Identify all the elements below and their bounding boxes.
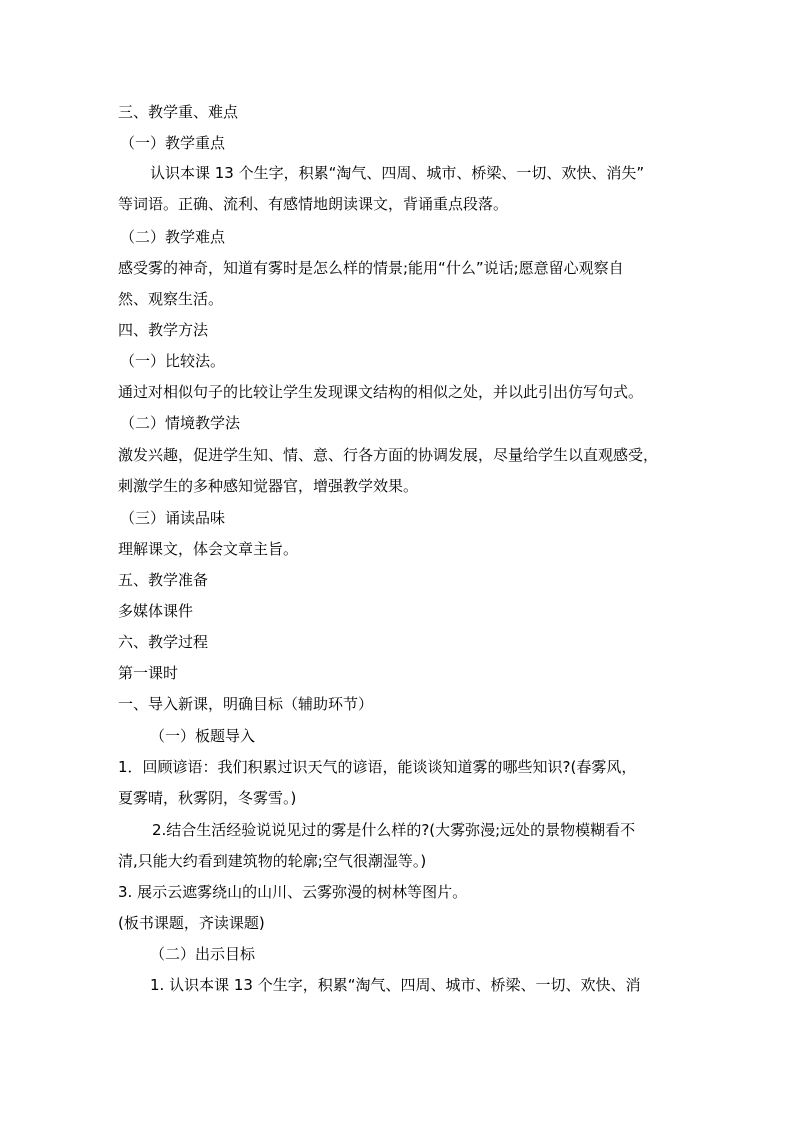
subheading-situational-method: （二）情境教学法 (120, 414, 241, 432)
paragraph-line: 3. 展示云遮雾绕山的山川、云雾弥漫的树林等图片。 (118, 883, 468, 901)
heading-first-lesson: 第一课时 (118, 664, 179, 682)
paragraph-line: 感受雾的神奇，知道有雾时是怎么样的情景;能用“什么”说话;愿意留心观察自 (118, 259, 624, 277)
heading-teaching-process: 六、教学过程 (118, 633, 209, 651)
heading-teaching-methods: 四、教学方法 (118, 321, 209, 339)
subheading-comparison-method: （一）比较法。 (120, 352, 226, 370)
subheading-recitation: （三）诵读品味 (120, 509, 226, 527)
paragraph-line: (板书课题，齐读课题) (118, 914, 265, 932)
subheading-key-points: （一）教学重点 (120, 134, 226, 152)
heading-introduction: 一、导入新课，明确目标（辅助环节） (118, 695, 374, 713)
paragraph-line: 夏雾晴，秋雾阴，冬雾雪。) (118, 789, 297, 807)
paragraph-line: 1. 认识本课 13 个生字，积累“淘气、四周、城市、桥梁、一切、欢快、消 (150, 976, 641, 994)
subheading-show-objectives: （二）出示目标 (150, 945, 256, 963)
paragraph-line: 通过对相似句子的比较让学生发现课文结构的相似之处，并以此引出仿写句式。 (118, 383, 644, 401)
paragraph-line: 然、观察生活。 (118, 290, 224, 308)
paragraph-line: 认识本课 13 个生字，积累“淘气、四周、城市、桥梁、一切、欢快、消失” (150, 164, 645, 182)
heading-preparation: 五、教学准备 (118, 571, 209, 589)
paragraph-line: 激发兴趣，促进学生知、情、意、行各方面的协调发展，尽量给学生以直观感受， (118, 446, 659, 464)
subheading-difficult-points: （二）教学难点 (120, 228, 226, 246)
paragraph-line: 清,只能大约看到建筑物的轮廓;空气很潮湿等。) (118, 852, 427, 870)
paragraph-line: 理解课文，体会文章主旨。 (118, 540, 299, 558)
paragraph-line: 刺激学生的多种感知觉器官，增强教学效果。 (118, 477, 419, 495)
paragraph-line: 2.结合生活经验说说见过的雾是什么样的?(大雾弥漫;远处的景物模糊看不 (152, 821, 636, 839)
paragraph-line: 多媒体课件 (118, 602, 194, 620)
heading-key-points: 三、教学重、难点 (118, 103, 239, 121)
subheading-title-introduction: （一）板题导入 (150, 727, 256, 745)
paragraph-line: 等词语。正确、流利、有感情地朗读课文，背诵重点段落。 (118, 195, 509, 213)
paragraph-line: 1．回顾谚语：我们积累过识天气的谚语，能谈谈知道雾的哪些知识?(春雾风， (118, 758, 637, 776)
